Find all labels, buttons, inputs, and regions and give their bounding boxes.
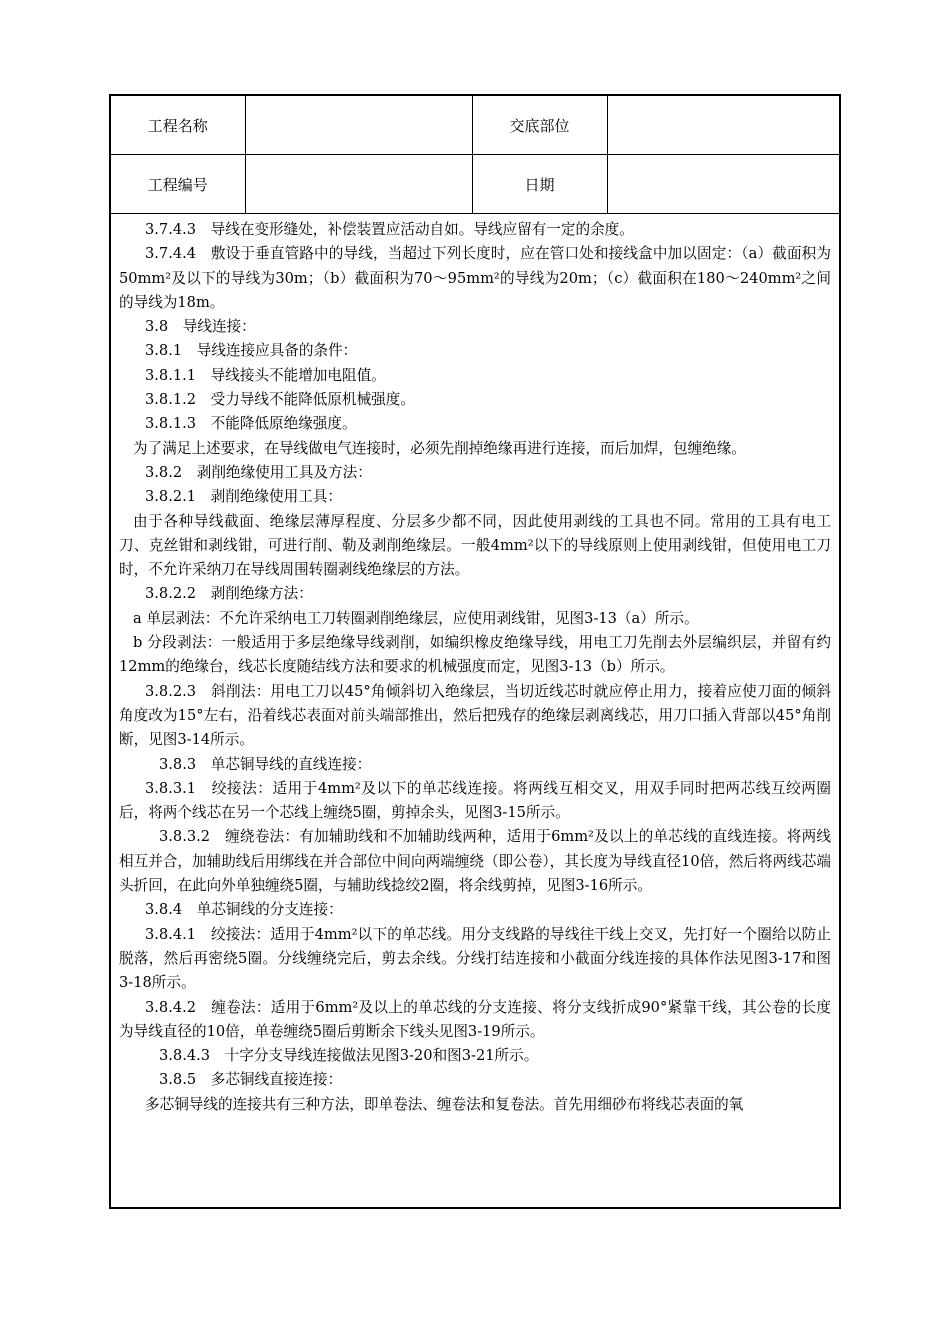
paragraph: 3.8.1.3 不能降低原绝缘强度。 (145, 415, 357, 433)
section-heading: 3.8.1 导线连接应具备的条件： (145, 342, 358, 360)
date-label: 日期 (472, 155, 607, 214)
project-name-label: 工程名称 (111, 96, 245, 155)
project-name-value (245, 96, 472, 155)
date-value (607, 155, 841, 214)
header-row-2 (111, 155, 841, 214)
header-row-1 (111, 96, 841, 155)
paragraph: 3.8.4.3 十字分支导线连接做法见图3-20和图3-21所示。 (159, 1047, 539, 1065)
section-heading: 3.8.2 剥削绝缘使用工具及方法： (145, 463, 372, 481)
location-label: 交底部位 (472, 96, 607, 155)
section-heading: 3.8.3 单芯铜导线的直线连接： (159, 755, 372, 773)
paragraph: 3.8.4.1 绞接法：适用于4mm²以下的单芯线。用分支线路的导线往干线上交叉，先打好一个圈给以防止脱落，然后再密绕5圈。分线缠绕完后，剪去余线。分线打结连接和小截面分线连接的具体作法见图3-17和图3-18所示。 (119, 925, 831, 992)
paragraph: 多芯铜导线的连接共有三种方法，即单卷法、缠卷法和复卷法。首先用细砂布将线芯表面的氧 (145, 1095, 744, 1113)
section-heading: 3.8.2.2 剥削绝缘方法： (145, 585, 313, 603)
paragraph: 为了满足上述要求，在导线做电气连接时，必须先削掉绝缘再进行连接，而后加焊，包缠绝缘。 (133, 439, 746, 457)
section-heading: 3.8 导线连接： (145, 318, 256, 336)
project-no-value (245, 155, 472, 214)
paragraph: 3.8.1.2 受力导线不能降低原机械强度。 (145, 391, 415, 409)
paragraph: 3.7.4.4 敷设于垂直管路中的导线，当超过下列长度时，应在管口处和接线盒中加以固定：（a）截面积为50mm²及以下的导线为30m；（b）截面积为70～95mm²的导线为20m；（c）截面积在180～240mm²之间的导线为18m。 (119, 245, 831, 311)
paragraph: b 分段剥法：一般适用于多层绝缘导线剥削，如编织橡皮绝缘导线，用电工刀先削去外层编织层，并留有约12mm的绝缘台，线芯长度随结线方法和要求的机械强度而定，见图3-13（b）所示。 (119, 634, 831, 676)
paragraph: 3.8.3.2 缠绕卷法：有加辅助线和不加辅助线两种，适用于6mm²及以上的单芯线的直线连接。将两线相互并合，加辅助线后用绑线在并合部位中间向两端缠绕（即公卷），其长度为导线直径10倍，然后将两线芯端头折回，在此向外单独缠绕5圈，与辅助线捻绞2圈，将余线剪掉，见图3-16所示。 (119, 828, 831, 895)
header-table (111, 96, 841, 214)
section-heading: 3.8.2.1 剥削绝缘使用工具： (145, 488, 342, 506)
paragraph: 3.8.4.2 缠卷法：适用于6mm²及以上的单芯线的分支连接、将分支线折成90°紧靠干线，其公卷的长度为导线直径的10倍，单卷缠绕5圈后剪断余下线头见图3-19所示。 (119, 998, 831, 1040)
location-value (607, 96, 841, 155)
disclosure-form (109, 94, 841, 1209)
paragraph: a 单层剥法：不允许采纳电工刀转圈剥削绝缘层，应使用剥线钳，见图3-13（a）所示。 (133, 609, 699, 627)
disclosure-content (111, 214, 839, 1117)
paragraph: 3.7.4.3 导线在变形缝处，补偿装置应活动自如。导线应留有一定的余度。 (145, 221, 634, 238)
paragraph: 3.8.2.3 斜削法：用电工刀以45°角倾斜切入绝缘层，当切近线芯时就应停止用力，接着应使刀面的倾斜角度改为15°左右，沿着线芯表面对前头端部推出，然后把残存的绝缘层剥离线芯，用刀口插入背部以45°角削断，见图3-14所示。 (119, 682, 831, 749)
section-heading: 3.8.4 单芯铜线的分支连接： (145, 901, 343, 919)
section-heading: 3.8.5 多芯铜线直接连接： (159, 1071, 343, 1089)
paragraph: 由于各种导线截面、绝缘层薄厚程度、分层多少都不同，因此使用剥线的工具也不同。常用的工具有电工刀、克丝钳和剥线钳，可进行削、勒及剥削绝缘层。一般4mm²以下的导线原则上使用剥线钳，但使用电工刀时，不允许采纳刀在导线周围转圈剥线绝缘层的方法。 (119, 512, 831, 579)
paragraph: 3.8.3.1 绞接法：适用于4mm²及以下的单芯线连接。将两线互相交叉，用双手同时把两芯线互绞两圈后，将两个线芯在另一个芯线上缠绕5圈，剪掉余头，见图3-15所示。 (119, 779, 831, 822)
paragraph: 3.8.1.1 导线接头不能增加电阻值。 (145, 366, 386, 384)
project-no-label: 工程编号 (111, 155, 245, 214)
